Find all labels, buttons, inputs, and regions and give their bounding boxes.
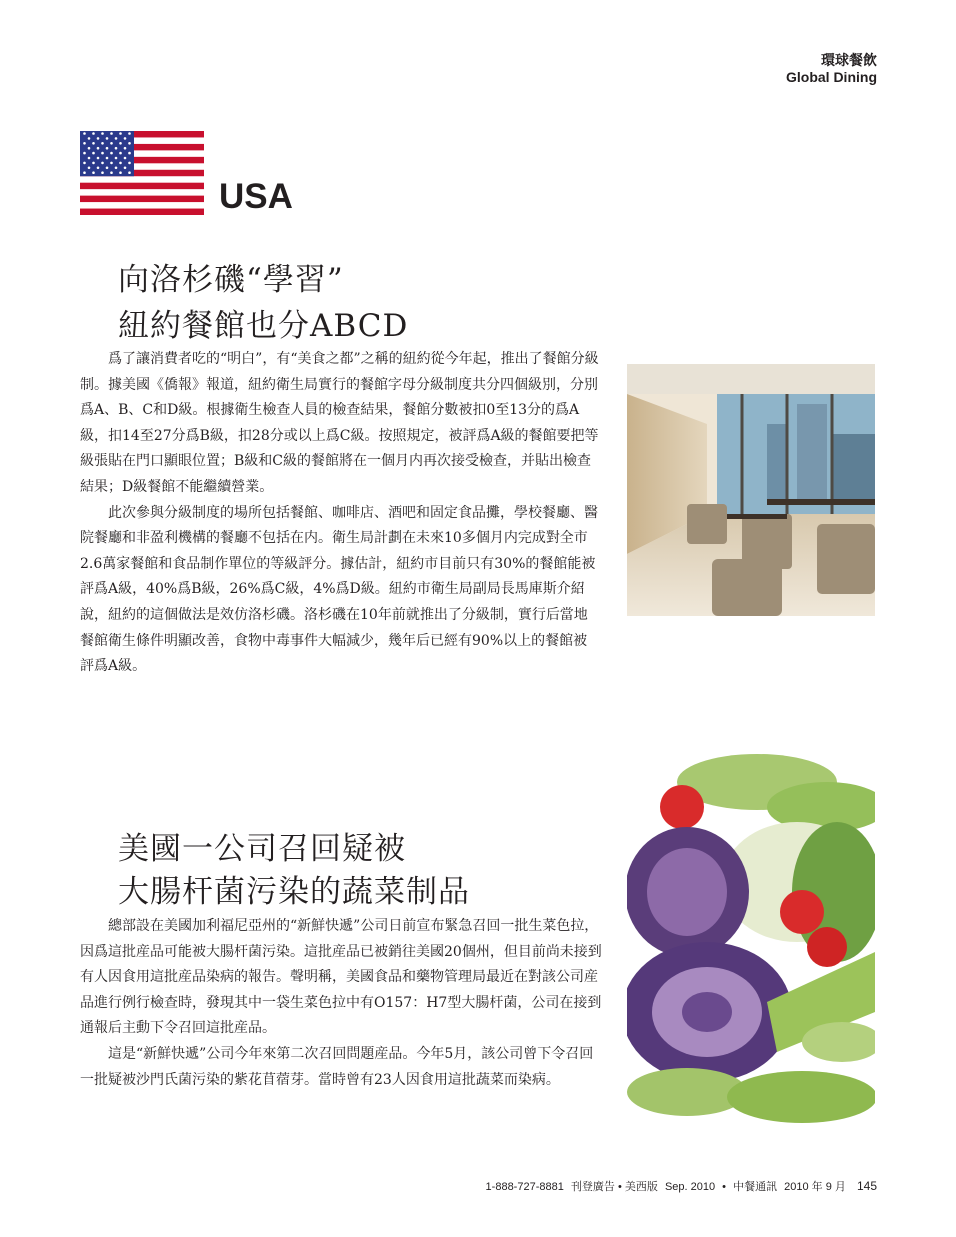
footer-separator: • — [722, 1181, 727, 1193]
usa-flag-image — [80, 131, 204, 215]
section-title-zh: 環球餐飲 — [821, 53, 877, 69]
footer-date-zh: 2010 年 9 月 — [784, 1181, 846, 1193]
footer-phone: 1-888-727-8881 — [485, 1181, 564, 1193]
footer-date-en: Sep. 2010 — [664, 1181, 716, 1193]
country-heading: USA — [219, 177, 293, 216]
article1-paragraph: 此次參與分級制度的場所包括餐館、咖啡店、酒吧和固定食品攤，學校餐廳、醫院餐廳和非盈利機構的餐廳不包括在内。衛生局計劃在未來10多個月内完成對全市2.6萬家餐館和食品制作單位的等級評分。據估計，紐約市目前只有30%的餐館能被評爲A級，40%爲B級，26%爲C級，4%爲D級。紐約市衛生局副局長馬庫斯介紹說，紐約的這個做法是效仿洛杉磯。洛杉磯在10年前就推出了分級制，實行后當地餐館衛生條件明顯改善，食物中毒事件大幅減少，幾年后已經有90%以上的餐館被評爲A級。 — [80, 504, 598, 675]
page-footer — [482, 1178, 877, 1194]
footer-ad-text: 刊登廣告 • 美西版 — [570, 1181, 658, 1193]
footer-magazine: 中餐通訊 — [733, 1181, 778, 1193]
article2-title-line2: 大腸杆菌污染的蔬菜制品 — [118, 874, 470, 910]
vegetables-photo — [627, 752, 875, 1126]
article1-paragraph: 爲了讓消費者吃的“明白”，有“美食之都”之稱的紐約從今年起，推出了餐館分級制。據美國《僑報》報道，紐約衛生局實行的餐館字母分級制度共分四個級別，分別爲A、B、C和D級。根據衛生檢查人員的檢查結果，餐館分數被扣0至13分的爲A級，扣14至27分爲B級，扣28分或以上爲C級。按照規定，被評爲A級的餐館要把等級張貼在門口顯眼位置；B級和C級的餐館將在一個月内再次接受檢查，并貼出檢查結果；D級餐館不能繼續營業。 — [80, 351, 599, 495]
article2-title-line1: 美國一公司召回疑被 — [118, 831, 406, 867]
section-title-en: Global Dining — [786, 69, 877, 85]
article2-paragraph: 這是“新鮮快遞”公司今年來第二次召回問題産品。今年5月，該公司曾下令召回一批疑被沙門氏菌污染的紫花苜蓿芽。當時曾有23人因食用這批蔬菜而染病。 — [80, 1045, 594, 1088]
article2-paragraph: 總部設在美國加利福尼亞州的“新鮮快遞”公司日前宣布緊急召回一批生菜色拉，因爲這批産品可能被大腸杆菌污染。這批産品已被銷往美國20個州，但目前尚未接到有人因食用這批産品染病的報告。聲明稱，美國食品和藥物管理局最近在對該公司産品進行例行檢查時，發現其中一袋生菜色拉中有O157：H7型大腸杆菌，公司在接到通報后主動下令召回這批産品。 — [80, 918, 602, 1037]
article1-body — [80, 347, 600, 680]
page-number: 145 — [856, 1179, 877, 1193]
article1-title-line2: 紐約餐館也分ABCD — [118, 308, 409, 344]
restaurant-photo — [627, 364, 875, 616]
article1-title-line1: 向洛杉磯“學習” — [118, 262, 344, 298]
article2-body — [80, 914, 602, 1093]
